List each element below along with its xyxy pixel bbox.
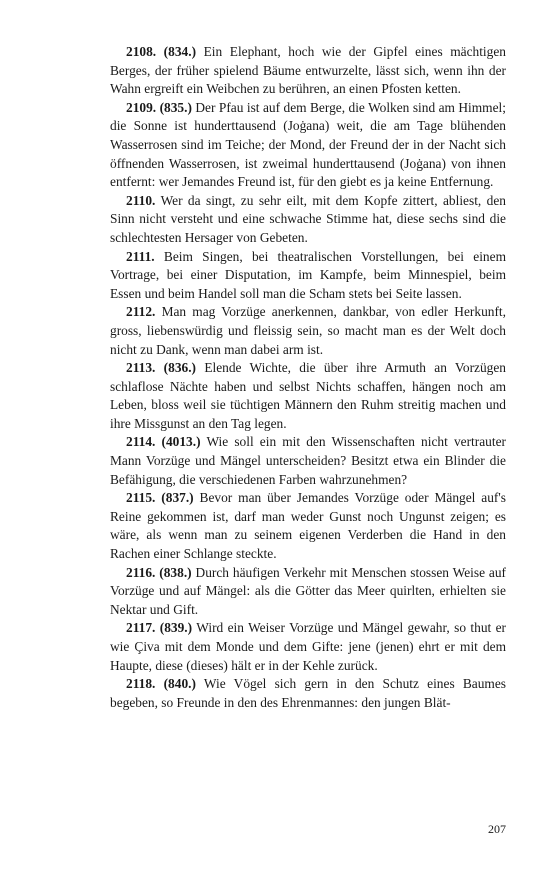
entry-text: Elende Wichte, die über ihre Armuth an Vorzügen schlaflose Nächte haben und selbst Nichts schaffen, hängen noch am Leben, bloss weil sie tüchtigen Männern den Ruhm streitig machen und ihre Missgunst an den Tag legen. xyxy=(110,360,506,431)
entry-text: Beim Singen, bei theatralischen Vorstellungen, bei einem Vortrage, bei einer Disputation, im Kampfe, beim Minnespiel, beim Essen und beim Handel soll man die Scham stets bei Seite lassen. xyxy=(110,248,506,301)
entry-text: Wie Vögel sich gern in den Schutz eines Baumes begeben, so Freunde in den des Ehrenmannes: den jungen Blät- xyxy=(110,676,507,710)
entry-number: 2108. (834.) xyxy=(126,44,197,59)
entry-2110 xyxy=(110,192,506,248)
entry-number: 2118. (840.) xyxy=(126,676,196,692)
page-number: 207 xyxy=(488,822,506,836)
entry-2108 xyxy=(110,43,506,99)
entry-2113 xyxy=(110,359,506,433)
entry-2117 xyxy=(110,619,506,675)
entry-text: Der Pfau ist auf dem Berge, die Wolken sind am Himmel; die Sonne ist hunderttausend (Joġana) weit, die am Tage blühenden Wasserrosen sind im Teiche; der Mond, der Freund der in der Nacht sich öffnenden Wasserrosen, ist zweimal hunderttausend (Joġana) von ihnen entfernt: wer Jemandes Freund ist, für den giebt es ja keine Entfernung. xyxy=(110,99,506,190)
entry-text: Bevor man über Jemandes Vorzüge oder Mängel auf's Reine gekommen ist, darf man weder Gunst noch Ungunst zeigen; es wäre, als wenn man zu seinem eigenen Verderben die Hand in den Rachen einer Schlange steckte. xyxy=(110,490,506,562)
entry-number: 2114. (4013.) xyxy=(126,434,201,450)
entry-number: 2116. (838.) xyxy=(126,564,192,580)
entry-text: Durch häufigen Verkehr mit Menschen stossen Weise auf Vorzüge und auf Mängel: als die Götter das Meer quirlten, erhielten sie Nektar und Gift. xyxy=(110,564,506,617)
entry-text: Wer da singt, zu sehr eilt, mit dem Kopfe zittert, abliest, den Sinn nicht versteht und eine schwache Stimme hat, diese sechs sind die schlechtesten Hersager von Gebeten. xyxy=(110,192,506,245)
entry-text: Wie soll ein mit den Wissenschaften nicht vertrauter Mann Vorzüge und Mängel unterscheiden? Besitzt etwa ein Blinder die Befähigung, die verschiedenen Farben wahrzunehmen? xyxy=(110,434,506,487)
entry-number: 2112. xyxy=(126,304,156,320)
entry-2115 xyxy=(110,489,506,563)
entry-number: 2115. (837.) xyxy=(126,490,194,506)
entry-2109 xyxy=(110,99,506,192)
entry-number: 2110. xyxy=(126,192,156,208)
entry-2114 xyxy=(110,433,506,489)
text-block xyxy=(110,43,506,712)
entry-text: Wird ein Weiser Vorzüge und Mängel gewahr, so thut er wie Çiva mit dem Monde und dem Gifte: jene (jenen) ehrt er mit dem Haupte, diese (dieses) hält er in der Kehle zurück. xyxy=(110,620,507,673)
entry-2111 xyxy=(110,248,506,304)
entry-2118 xyxy=(110,675,506,712)
entry-text: Man mag Vorzüge anerkennen, dankbar, von edler Herkunft, gross, liebenswürdig und fleissig sein, so macht man es der Welt doch nicht zu Dank, wenn man dabei arm ist. xyxy=(110,304,506,357)
entry-2116 xyxy=(110,564,506,620)
entry-2112 xyxy=(110,303,506,359)
entry-number: 2111. xyxy=(126,248,155,264)
entry-number: 2109. (835.) xyxy=(126,99,192,115)
entry-number: 2113. (836.) xyxy=(126,360,197,376)
entry-number: 2117. (839.) xyxy=(126,620,193,636)
entry-text: Ein Elephant, hoch wie der Gipfel eines mächtigen Berges, der früher spielend Bäume entwurzelte, lässt sich, wenn ihn der Wahn ergreift ein Weibchen zu berühren, an einen Pfosten ketten. xyxy=(110,44,506,97)
